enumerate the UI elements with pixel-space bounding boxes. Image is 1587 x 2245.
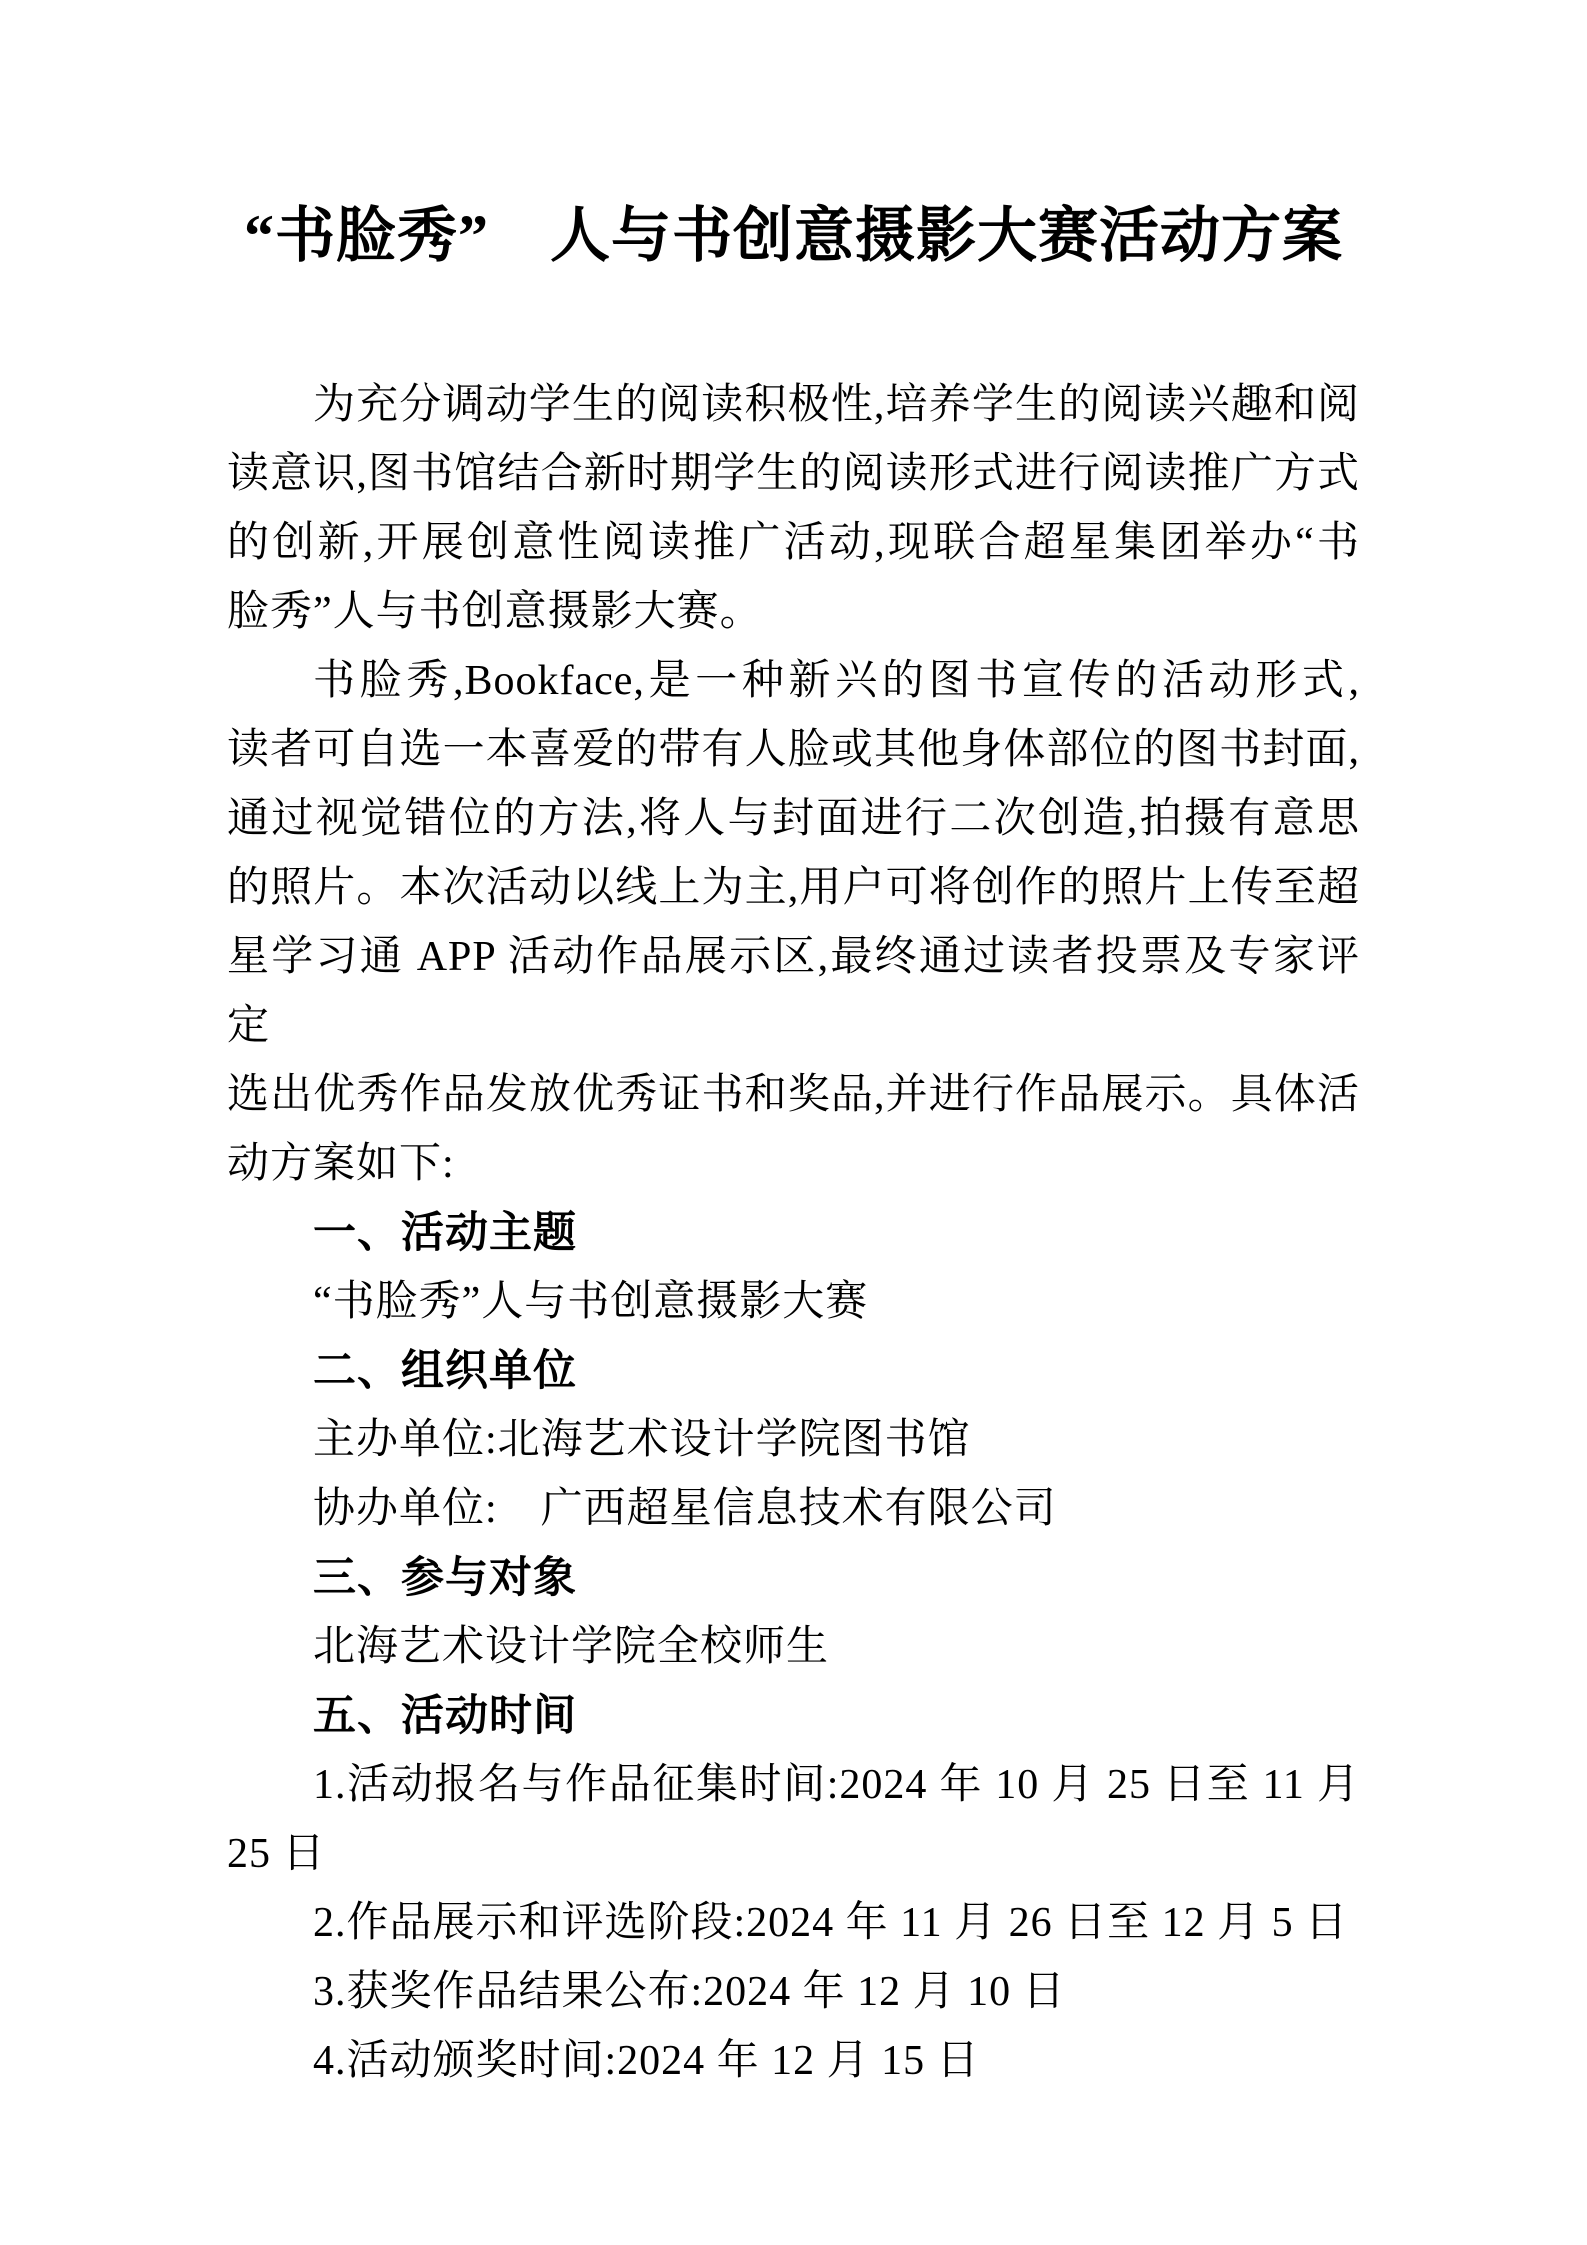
section-heading: 二、组织单位: [313, 1347, 577, 1395]
text-line: 选出优秀作品发放优秀证书和奖品,并进行作品展示。具体活: [227, 1072, 1360, 1118]
text-line: 协办单位: 广西超星信息技术有限公司: [313, 1486, 1057, 1532]
text-line: 读者可自选一本喜爱的带有人脸或其他身体部位的图书封面,: [227, 727, 1360, 773]
section-heading: 五、活动时间: [313, 1692, 577, 1740]
text-line: 2.作品展示和评选阶段:2024 年 11 月 26 日至 12 月 5 日: [313, 1900, 1349, 1946]
text-line: 星学习通 APP 活动作品展示区,最终通过读者投票及专家评定: [227, 934, 1360, 1049]
text-line: 的照片。本次活动以线上为主,用户可将创作的照片上传至超: [227, 865, 1360, 911]
document-body: [227, 371, 1360, 2096]
text-line: 读意识,图书馆结合新时期学生的阅读形式进行阅读推广方式: [227, 451, 1360, 497]
text-line: 动方案如下:: [227, 1141, 455, 1187]
text-line: 的创新,开展创意性阅读推广活动,现联合超星集团举办“书: [227, 520, 1360, 566]
text-line: 脸秀”人与书创意摄影大赛。: [227, 589, 763, 635]
text-line: 1.活动报名与作品征集时间:2024 年 10 月 25 日至 11 月: [313, 1762, 1360, 1808]
section-heading: 一、活动主题: [313, 1209, 577, 1257]
text-line: 书脸秀,Bookface,是一种新兴的图书宣传的活动形式,: [313, 658, 1360, 704]
text-line: 通过视觉错位的方法,将人与封面进行二次创造,拍摄有意思: [227, 796, 1360, 842]
text-line: 25 日: [227, 1831, 326, 1877]
text-line: “书脸秀”人与书创意摄影大赛: [313, 1279, 869, 1325]
text-line: 主办单位:北海艺术设计学院图书馆: [313, 1417, 971, 1463]
section-heading: 三、参与对象: [313, 1554, 577, 1602]
text-line: 北海艺术设计学院全校师生: [313, 1624, 830, 1670]
text-line: 4.活动颁奖时间:2024 年 12 月 15 日: [313, 2038, 980, 2084]
page-title: “书脸秀” 人与书创意摄影大赛活动方案: [244, 203, 1343, 269]
text-line: 3.获奖作品结果公布:2024 年 12 月 10 日: [313, 1969, 1066, 2015]
text-line: 为充分调动学生的阅读积极性,培养学生的阅读兴趣和阅: [313, 382, 1360, 428]
